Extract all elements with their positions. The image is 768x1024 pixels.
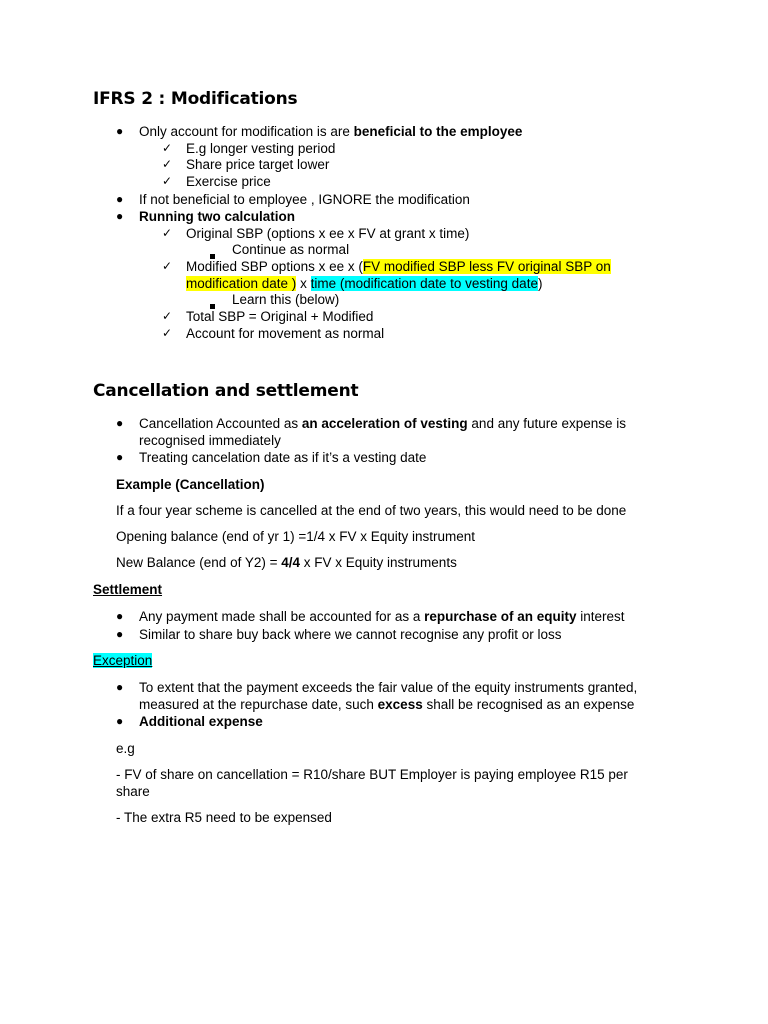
paragraph: - FV of share on cancellation = R10/share BUT Employer is paying employee R15 per: [116, 767, 628, 782]
list-item: Total SBP = Original + Modified: [186, 309, 374, 324]
list-item: E.g longer vesting period: [186, 141, 336, 156]
list-item: Share price target lower: [186, 157, 330, 172]
list-item: Continue as normal: [232, 242, 350, 257]
highlight-yellow: modification date ): [186, 276, 297, 291]
highlight-yellow: FV modified SBP less FV original SBP on: [362, 259, 611, 274]
check-icon: ✓: [162, 226, 173, 240]
settlement-heading: Settlement: [93, 582, 163, 597]
list-item: If not beneficial to employee , IGNORE the modification: [139, 192, 470, 207]
bullet-icon: ●: [116, 627, 124, 641]
list-item-continued: recognised immediately: [139, 433, 281, 448]
check-icon: ✓: [162, 157, 173, 171]
check-icon: ✓: [162, 141, 173, 155]
list-item-continued: measured at the repurchase date, such excess shall be recognised as an expense: [139, 697, 635, 712]
bullet-icon: ●: [116, 416, 124, 430]
highlight-cyan: time (modification date to vesting date: [310, 276, 538, 291]
list-item: Similar to share buy back where we cannot recognise any profit or loss: [139, 627, 562, 642]
check-icon: ✓: [162, 309, 173, 323]
paragraph: New Balance (end of Y2) = 4/4 x FV x Equity instruments: [116, 555, 457, 570]
list-item: Any payment made shall be accounted for as a repurchase of an equity interest: [139, 609, 625, 624]
exception-heading: [93, 652, 152, 669]
list-item: Exercise price: [186, 174, 271, 189]
list-item: Treating cancelation date as if it’s a vesting date: [139, 450, 427, 465]
list-item-continued: modification date ) x time (modification date to vesting date): [186, 276, 543, 291]
section-title-modifications: IFRS 2 : Modifications: [93, 89, 298, 109]
check-icon: ✓: [162, 326, 173, 340]
list-item: Modified SBP options x ee x (FV modified SBP less FV original SBP on: [186, 259, 611, 274]
list-item: Running two calculation: [139, 209, 295, 224]
bullet-icon: ●: [116, 609, 124, 623]
bullet-icon: ●: [116, 714, 124, 728]
highlight-cyan: Exception: [93, 653, 153, 668]
bullet-icon: ●: [116, 209, 124, 223]
check-icon: ✓: [162, 174, 173, 188]
list-item: Additional expense: [139, 714, 263, 729]
paragraph: - The extra R5 need to be expensed: [116, 810, 332, 825]
paragraph-continued: share: [116, 784, 150, 799]
list-item: Original SBP (options x ee x FV at grant x time): [186, 226, 470, 241]
bullet-icon: ●: [116, 680, 124, 694]
bullet-icon: ●: [116, 450, 124, 464]
list-item: Cancellation Accounted as an acceleration of vesting and any future expense is: [139, 416, 627, 431]
section-title-cancellation: Cancellation and settlement: [93, 381, 359, 401]
paragraph: If a four year scheme is cancelled at the end of two years, this would need to be done: [116, 503, 627, 518]
paragraph: Opening balance (end of yr 1) =1/4 x FV x Equity instrument: [116, 529, 476, 544]
example-heading: Example (Cancellation): [116, 477, 265, 492]
bullet-icon: ●: [116, 124, 124, 138]
list-item: Account for movement as normal: [186, 326, 385, 341]
list-item: To extent that the payment exceeds the fair value of the equity instruments granted,: [139, 680, 638, 695]
list-item: Learn this (below): [232, 292, 340, 307]
paragraph: e.g: [116, 741, 135, 756]
bullet-icon: ●: [116, 192, 124, 206]
list-item: Only account for modification is are beneficial to the employee: [139, 124, 523, 139]
check-icon: ✓: [162, 259, 173, 273]
